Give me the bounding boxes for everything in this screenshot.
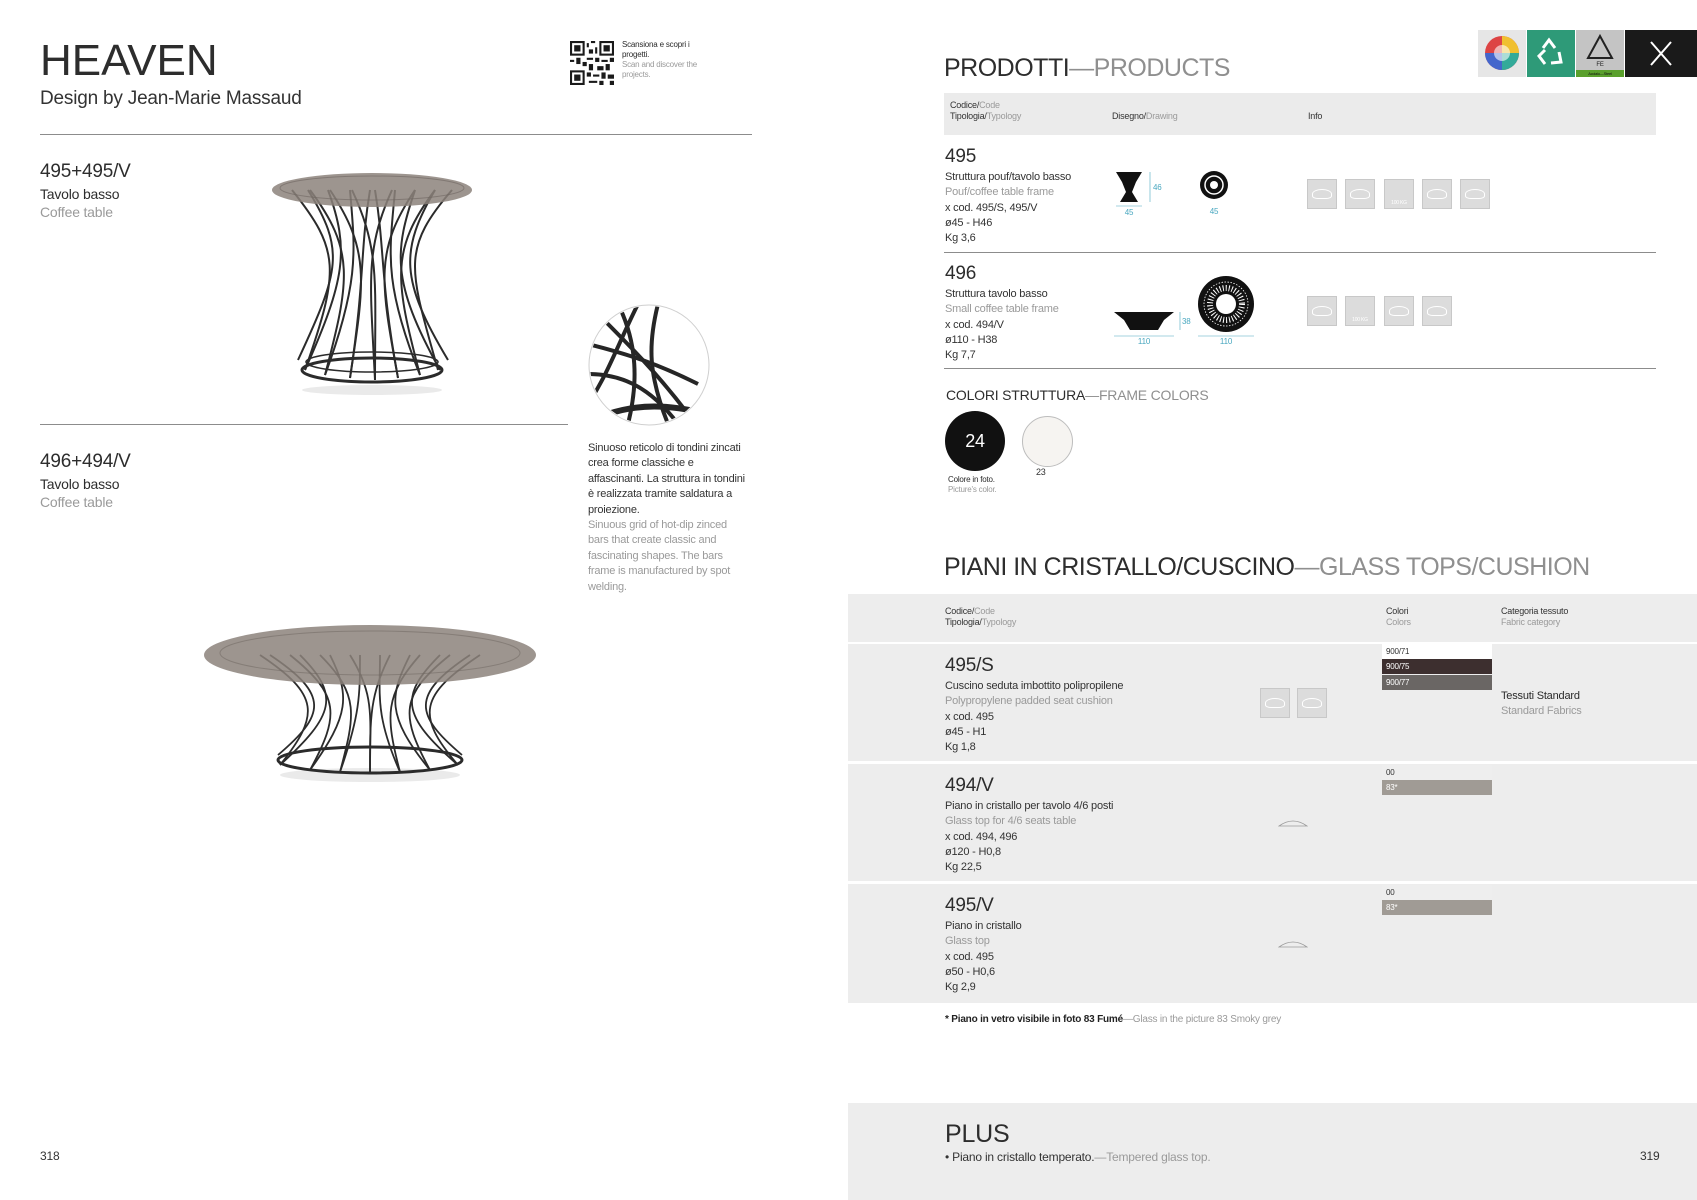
header-code-en: Code	[974, 606, 995, 616]
product-photo-496	[200, 615, 540, 785]
swatch-00[interactable]: 00	[1382, 765, 1492, 780]
steel-badge	[1576, 30, 1624, 77]
row-ref: x cod. 494/V	[945, 318, 1004, 331]
page-number-right: 319	[1640, 1149, 1660, 1163]
swatch-83[interactable]: 83*	[1382, 900, 1492, 915]
row-ref: x cod. 495	[945, 950, 994, 963]
detail-photo-circle	[588, 304, 710, 426]
row-code: 496	[945, 263, 977, 284]
footnote-en: —Glass in the picture 83 Smoky grey	[1122, 1014, 1282, 1025]
frame-color-swatch-23[interactable]	[1022, 416, 1073, 467]
drawing-side-495	[1112, 168, 1164, 218]
products-title-en: —PRODUCTS	[1069, 54, 1230, 82]
color-wheel-badge	[1478, 30, 1526, 77]
cushion-icon	[1307, 296, 1337, 326]
frame-color-code-23: 23	[1036, 467, 1046, 477]
divider	[944, 252, 1656, 253]
frame-colors-title	[946, 387, 1209, 403]
product-description	[588, 441, 748, 595]
row-desc-it: Cuscino seduta imbottito polipropilene	[945, 680, 1124, 692]
steel-badge-label: Acciaio—Steel	[1576, 70, 1624, 77]
color-in-photo-note	[948, 475, 997, 495]
plus-en: —Tempered glass top.	[1094, 1150, 1211, 1164]
header-typology-it: Tipologia/	[950, 111, 987, 121]
row-desc-it: Struttura pouf/tavolo basso	[945, 171, 1072, 183]
frame-colors-title-en: —FRAME COLORS	[1085, 387, 1209, 403]
weight-100kg-icon	[1384, 179, 1414, 209]
header-fabric-it: Categoria tessuto	[1501, 606, 1569, 616]
plus-it: • Piano in cristallo temperato.	[945, 1150, 1095, 1164]
header-colors-it: Colori	[1386, 606, 1409, 616]
fabric-category-en: Standard Fabrics	[1501, 705, 1582, 717]
dim-width: 45	[1124, 208, 1134, 217]
weather-icon	[1422, 179, 1452, 209]
row-desc-en: Small coffee table frame	[945, 303, 1059, 316]
qr-code-icon[interactable]	[570, 41, 614, 85]
row-weight: Kg 3,6	[945, 232, 976, 245]
row-ref: x cod. 495/S, 495/V	[945, 201, 1038, 214]
row-code: 495/V	[945, 895, 994, 916]
color-wheel-icon	[1478, 30, 1526, 77]
row-weight: Kg 2,9	[945, 981, 976, 994]
row-code: 494/V	[945, 775, 994, 796]
recycle-badge	[1527, 30, 1575, 77]
product-label-495	[40, 161, 131, 220]
row-desc-en: Pouf/coffee table frame	[945, 186, 1054, 199]
row-weight: Kg 22,5	[945, 861, 982, 874]
row-size: ø110 - H38	[945, 333, 998, 346]
shape-icon	[1422, 296, 1452, 326]
qr-caption	[622, 40, 712, 80]
divider	[40, 134, 752, 135]
row-weight: Kg 1,8	[945, 741, 976, 754]
header-info-col: Info	[1308, 111, 1323, 121]
row-size: ø50 - H0,6	[945, 965, 995, 978]
product-code: 496+494/V	[40, 451, 131, 472]
qr-caption-it: Scansiona e scopri i progetti.	[622, 40, 690, 59]
color-in-photo-it: Colore in foto.	[948, 475, 995, 484]
weather-icon	[1297, 688, 1327, 718]
glass-row-495s	[945, 655, 1123, 755]
row-desc-it: Struttura tavolo basso	[945, 288, 1048, 300]
product-row-496	[945, 263, 1059, 363]
row-size: ø120 - H0,8	[945, 845, 1001, 858]
header-code-it: Codice/	[945, 606, 975, 616]
row-code: 495	[945, 146, 977, 167]
row-code: 495/S	[945, 655, 994, 676]
designer-credit: Design by Jean-Marie Massaud	[40, 88, 302, 109]
row-ref: x cod. 494, 496	[945, 830, 1018, 843]
close-x-icon[interactable]	[1625, 30, 1697, 77]
product-name-en: Coffee table	[40, 204, 113, 220]
header-colors-col	[1386, 606, 1411, 628]
header-drawing-col	[1112, 111, 1178, 122]
header-code-en: Code	[979, 100, 1000, 110]
swatch-900-71[interactable]: 900/71	[1382, 644, 1492, 659]
row-weight: Kg 7,7	[945, 349, 976, 362]
product-name-en: Coffee table	[40, 494, 113, 510]
row-spec	[945, 919, 1022, 995]
glass-section-title	[944, 553, 1590, 582]
weight-label: 100 KG	[1352, 317, 1368, 323]
products-title-it: PRODOTTI	[944, 54, 1070, 82]
row-size: ø45 - H1	[945, 725, 987, 738]
glass-footnote	[945, 1014, 1281, 1025]
row-desc-en: Glass top for 4/6 seats table	[945, 815, 1077, 828]
weather-icon	[1384, 296, 1414, 326]
swatch-00[interactable]: 00	[1382, 885, 1492, 900]
row-size: ø45 - H46	[945, 216, 993, 229]
row-desc-en: Polypropylene padded seat cushion	[945, 695, 1113, 708]
weight-100kg-icon	[1345, 296, 1375, 326]
swatch-900-77[interactable]: 900/77	[1382, 675, 1492, 690]
swatch-900-75[interactable]: 900/75	[1382, 659, 1492, 674]
glass-row-494v	[945, 775, 1113, 875]
cushion-icon	[1260, 688, 1290, 718]
divider	[40, 424, 568, 425]
close-badge[interactable]	[1625, 30, 1697, 77]
drawing-top-495	[1196, 168, 1236, 218]
swatch-83[interactable]: 83*	[1382, 780, 1492, 795]
page-title: HEAVEN	[40, 36, 218, 85]
dim-diameter: 110	[1219, 337, 1233, 346]
glass-top-icon	[1278, 939, 1308, 949]
page-number-left: 318	[40, 1149, 60, 1163]
fabric-category-it: Tessuti Standard	[1501, 690, 1580, 702]
dim-width: 110	[1137, 337, 1151, 346]
shape-icon	[1460, 179, 1490, 209]
steel-recycle-icon	[1576, 30, 1624, 70]
divider	[944, 368, 1656, 369]
dim-diameter: 45	[1209, 207, 1219, 216]
header-code-col	[945, 606, 1016, 628]
header-colors-en: Colors	[1386, 617, 1411, 627]
qr-caption-en: Scan and discover the projects.	[622, 60, 697, 79]
header-drawing-en: Drawing	[1145, 111, 1178, 121]
header-code-it: Codice/	[950, 100, 980, 110]
products-table-header	[944, 93, 1656, 135]
header-typology-it: Tipologia/	[945, 617, 982, 627]
weight-label: 100 KG	[1391, 200, 1407, 206]
product-name-it: Tavolo basso	[40, 186, 120, 202]
steel-badge-code: FE	[1596, 62, 1604, 68]
header-typology-en: Typology	[986, 111, 1022, 121]
header-drawing-it: Disegno/	[1112, 111, 1146, 121]
glass-table-header	[944, 604, 1644, 636]
plus-title: PLUS	[945, 1120, 1010, 1148]
row-spec	[945, 170, 1071, 246]
row-desc-it: Piano in cristallo	[945, 920, 1022, 932]
product-label-496	[40, 451, 131, 510]
row-desc-it: Piano in cristallo per tavolo 4/6 posti	[945, 800, 1114, 812]
recycle-icon	[1527, 30, 1575, 77]
product-name-it: Tavolo basso	[40, 476, 120, 492]
row-spec	[945, 679, 1123, 755]
header-fabric-en: Fabric category	[1501, 617, 1561, 627]
glass-title-en: —GLASS TOPS/CUSHION	[1294, 553, 1590, 581]
row-ref: x cod. 495	[945, 710, 994, 723]
drawing-top-496	[1196, 274, 1258, 346]
dim-height: 38	[1182, 317, 1191, 326]
product-code: 495+495/V	[40, 161, 131, 182]
glass-top-icon	[1278, 818, 1308, 828]
row-desc-en: Glass top	[945, 935, 990, 948]
products-section-title	[944, 54, 1230, 83]
row-spec	[945, 287, 1059, 363]
footnote-it: * Piano in vetro visibile in foto 83 Fumé	[945, 1014, 1123, 1025]
row-spec	[945, 799, 1113, 875]
frame-color-swatch-24[interactable]: 24	[945, 411, 1005, 471]
description-en: Sinuous grid of hot-dip zinced bars that create classic and fascinating shapes. The bars frame is manufactured by spot welding.	[588, 519, 731, 593]
frame-colors-title-it: COLORI STRUTTURA	[946, 387, 1086, 403]
fabric-category	[1501, 689, 1582, 719]
glass-top-icon	[1307, 179, 1337, 209]
cushion-icon	[1345, 179, 1375, 209]
glass-title-it: PIANI IN CRISTALLO/CUSCINO	[944, 553, 1295, 581]
header-code-col	[950, 100, 1021, 122]
dim-height: 46	[1153, 183, 1162, 192]
drawing-side-496	[1110, 300, 1196, 346]
product-photo-495	[270, 170, 475, 395]
plus-note	[945, 1150, 1210, 1164]
description-it: Sinuoso reticolo di tondini zincati crea forme classiche e affascinanti. La struttura in tondini è realizzata tramite saldatura a proiezione.	[588, 442, 745, 516]
header-typology-en: Typology	[981, 617, 1017, 627]
header-fabric-col	[1501, 606, 1568, 628]
product-row-495	[945, 146, 1071, 246]
color-in-photo-en: Picture's color.	[948, 485, 997, 494]
glass-row-495v	[945, 895, 1022, 995]
